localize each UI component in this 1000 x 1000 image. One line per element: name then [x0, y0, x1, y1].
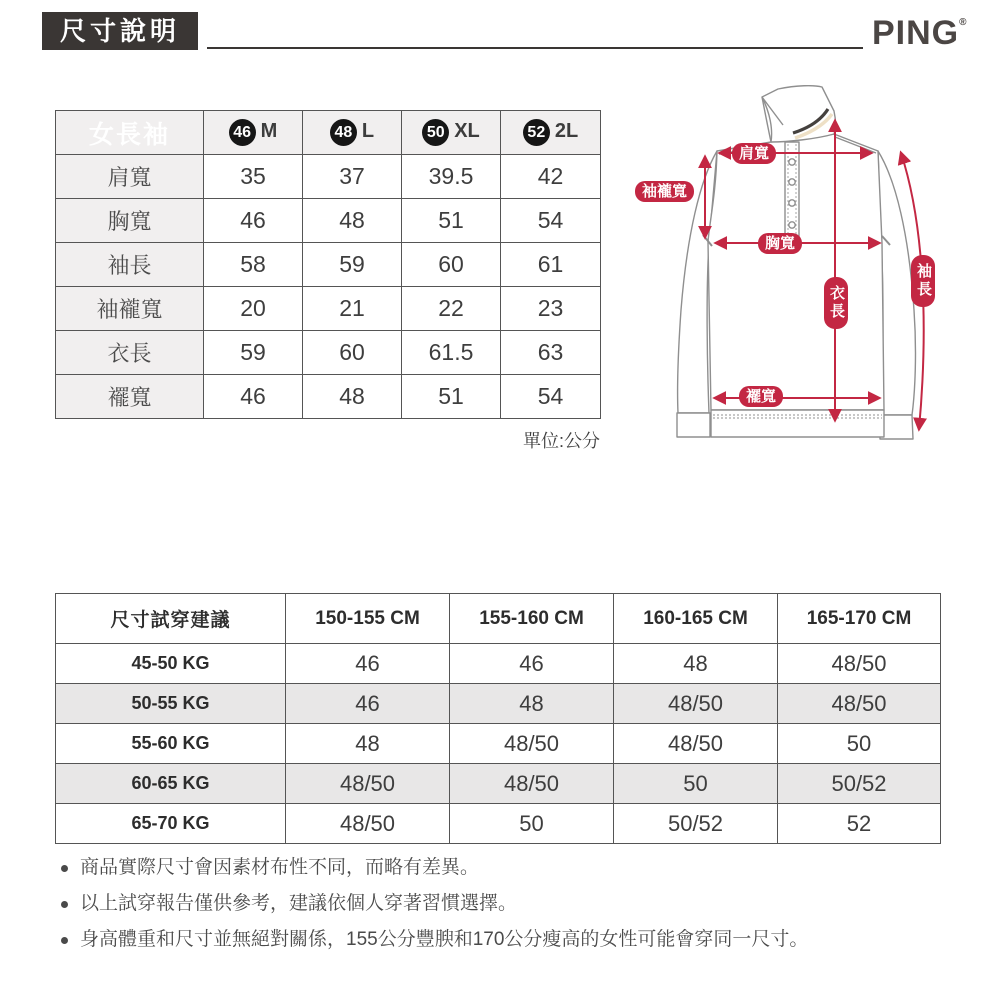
height-range-header: 165-170 CM [778, 594, 941, 644]
weight-row [56, 804, 941, 844]
measurement-row [56, 287, 601, 331]
weight-row [56, 684, 941, 724]
garment-diagram [620, 85, 1000, 465]
recommended-size-value: 50 [778, 724, 941, 764]
measurement-value: 61 [501, 243, 601, 287]
recommended-size-value: 46 [450, 644, 614, 684]
measurement-label: 衣長 [56, 331, 204, 375]
recommended-size-value: 52 [778, 804, 941, 844]
measurement-value: 37 [303, 155, 402, 199]
garment-length-badge: 衣長 [824, 277, 848, 329]
measurement-value: 60 [402, 243, 501, 287]
measurement-row [56, 375, 601, 419]
size-letter: L [361, 120, 375, 142]
registered-mark: ® [959, 17, 968, 28]
measurement-row [56, 331, 601, 375]
measurement-value: 54 [501, 199, 601, 243]
size-letter: 2L [554, 120, 579, 142]
measurement-value: 21 [303, 287, 402, 331]
size-header-row [56, 111, 601, 155]
footnote-item: 以上試穿報告僅供參考，建議依個人穿著習慣選擇。 [58, 886, 808, 922]
sleeve-length-badge: 袖長 [911, 255, 935, 307]
page-title: 尺寸說明 [42, 12, 198, 50]
weight-row [56, 724, 941, 764]
recommended-size-value: 48/50 [778, 644, 941, 684]
weight-range-label: 45-50 KG [56, 644, 286, 684]
size-number-badge: 50 [422, 119, 449, 146]
recommended-size-value: 48/50 [450, 764, 614, 804]
measurement-value: 48 [303, 375, 402, 419]
header-divider [207, 47, 863, 49]
recommended-size-value: 50/52 [614, 804, 778, 844]
size-column-header [303, 111, 402, 155]
footnotes-list [58, 850, 808, 958]
fit-suggestion-table [55, 593, 941, 844]
recommended-size-value: 48 [614, 644, 778, 684]
recommended-size-value: 46 [286, 684, 450, 724]
measurement-value: 48 [303, 199, 402, 243]
recommended-size-value: 50 [450, 804, 614, 844]
measurement-label: 袖襱寬 [56, 287, 204, 331]
size-measurement-table [55, 110, 601, 419]
ping-logo [872, 14, 968, 53]
measurement-label: 肩寬 [56, 155, 204, 199]
measurement-value: 22 [402, 287, 501, 331]
category-header: 女長袖 [56, 111, 204, 155]
measurement-value: 39.5 [402, 155, 501, 199]
footnote-item: 身高體重和尺寸並無絕對關係，155公分豐腴和170公分瘦高的女性可能會穿同一尺寸。 [58, 922, 808, 958]
measurement-row [56, 155, 601, 199]
recommended-size-value: 48 [450, 684, 614, 724]
measurement-value: 35 [204, 155, 303, 199]
height-range-header: 160-165 CM [614, 594, 778, 644]
height-range-header: 150-155 CM [286, 594, 450, 644]
measurement-value: 63 [501, 331, 601, 375]
measurement-value: 23 [501, 287, 601, 331]
weight-row [56, 644, 941, 684]
chest-width-badge: 胸寬 [758, 233, 802, 254]
hem-width-badge: 襬寬 [739, 386, 783, 407]
measurement-value: 59 [204, 331, 303, 375]
recommended-size-value: 48/50 [778, 684, 941, 724]
height-range-header: 155-160 CM [450, 594, 614, 644]
measurement-row [56, 243, 601, 287]
size-column-header [501, 111, 601, 155]
size-number-badge: 48 [330, 119, 357, 146]
size-column-header [402, 111, 501, 155]
recommended-size-value: 50/52 [778, 764, 941, 804]
size-number-badge: 46 [229, 119, 256, 146]
measurement-label: 袖長 [56, 243, 204, 287]
measurement-value: 46 [204, 199, 303, 243]
brand-text: PING [872, 14, 960, 52]
measurement-label: 胸寬 [56, 199, 204, 243]
size-column-header [204, 111, 303, 155]
recommended-size-value: 48/50 [450, 724, 614, 764]
measurement-value: 58 [204, 243, 303, 287]
recommended-size-value: 46 [286, 644, 450, 684]
recommended-size-value: 48/50 [614, 724, 778, 764]
size-letter: M [260, 120, 278, 142]
measurement-value: 61.5 [402, 331, 501, 375]
garment-drawing-svg [620, 85, 1000, 465]
recommended-size-value: 50 [614, 764, 778, 804]
garment-outline [677, 86, 915, 439]
weight-row [56, 764, 941, 804]
weight-range-label: 50-55 KG [56, 684, 286, 724]
armhole-width-badge: 袖襱寬 [635, 181, 694, 202]
size-letter: XL [454, 120, 480, 142]
measurement-value: 51 [402, 375, 501, 419]
weight-range-label: 60-65 KG [56, 764, 286, 804]
measurement-value: 42 [501, 155, 601, 199]
recommended-size-value: 48 [286, 724, 450, 764]
measurement-value: 20 [204, 287, 303, 331]
fit-header-row [56, 594, 941, 644]
measurement-value: 51 [402, 199, 501, 243]
measurement-value: 59 [303, 243, 402, 287]
recommended-size-value: 48/50 [614, 684, 778, 724]
recommended-size-value: 48/50 [286, 764, 450, 804]
unit-note: 單位:公分 [522, 431, 600, 451]
footnote-item: 商品實際尺寸會因素材布性不同，而略有差異。 [58, 850, 808, 886]
measurement-label: 襬寬 [56, 375, 204, 419]
measurement-row [56, 199, 601, 243]
measurement-value: 60 [303, 331, 402, 375]
size-number-badge: 52 [523, 119, 550, 146]
weight-range-label: 55-60 KG [56, 724, 286, 764]
shoulder-width-badge: 肩寬 [732, 143, 776, 164]
fit-table-title: 尺寸試穿建議 [56, 594, 286, 644]
recommended-size-value: 48/50 [286, 804, 450, 844]
measurement-value: 54 [501, 375, 601, 419]
measurement-value: 46 [204, 375, 303, 419]
weight-range-label: 65-70 KG [56, 804, 286, 844]
